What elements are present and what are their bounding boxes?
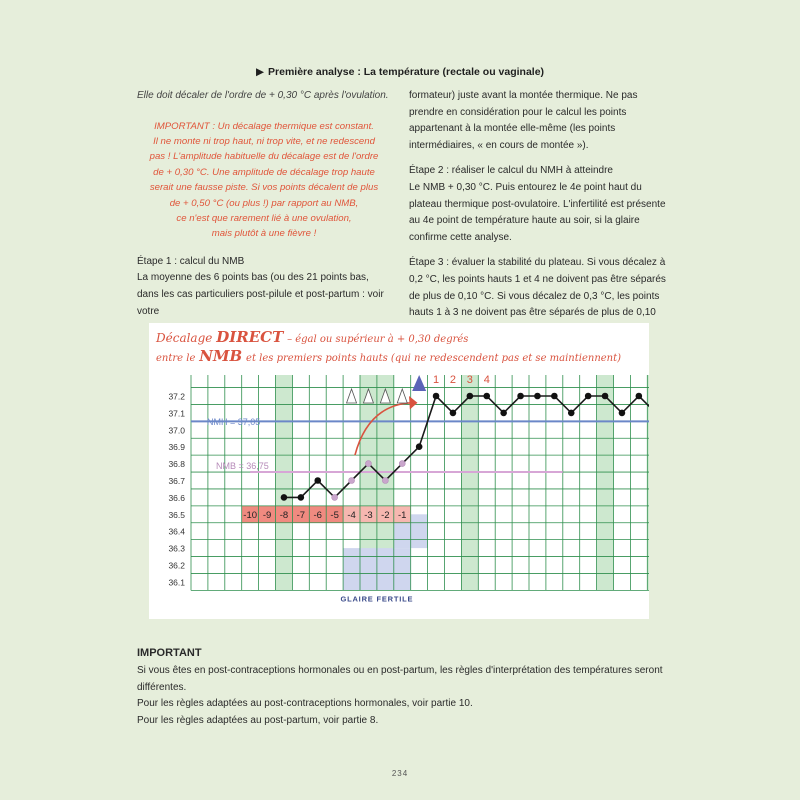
important-heading: IMPORTANT <box>137 647 202 659</box>
y-tick-label: 36.5 <box>168 509 185 520</box>
important-note <box>137 645 677 729</box>
temperature-point <box>281 494 287 500</box>
temperature-point <box>551 393 557 399</box>
warning-line: serait une fausse piste. Si vos points décalent de plus <box>149 182 379 194</box>
temperature-point <box>382 478 388 484</box>
caption-text: entre le <box>156 353 196 364</box>
temperature-point <box>518 393 524 399</box>
countdown-label: -7 <box>296 509 306 521</box>
continued-text: formateur) juste avant la montée thermique. Ne pas prendre en considération pour le calcul les points appartenant à la montée elle-même (les points intermédiaires, « en cours de montée »). <box>409 90 638 151</box>
peak-triangle-icon <box>412 375 426 391</box>
temperature-point <box>636 393 642 399</box>
fertile-mucus-label: GLAIRE FERTILE <box>340 594 414 604</box>
temperature-point <box>416 444 422 450</box>
step3-text: Étape 3 : évaluer la stabilité du plateau. Si vous décalez à 0,2 °C, les points hauts 1 et 4 ne doivent pas être séparés de plus de 0,10 °C. Si vous décalez de 0,3 °C, les points hauts 1 à 3 ne doivent pas être séparés de plus de 0,10 <box>409 257 666 319</box>
warning-line: mais plutôt à une fièvre ! <box>211 228 317 240</box>
section-title-text: Première analyse : La température (rectale ou vaginale) <box>268 66 545 78</box>
countdown-label: -1 <box>398 509 407 521</box>
left-column <box>137 88 391 320</box>
temperature-point <box>585 393 591 399</box>
nmb-label: NMB = 36,75 <box>216 461 269 472</box>
important-line: Pour les règles adaptées au post-partum, voir partie 8. <box>137 714 379 726</box>
countdown-label: -10 <box>243 509 258 521</box>
high-point-number: 2 <box>449 374 457 386</box>
countdown-label: -3 <box>364 509 373 521</box>
countdown-label: -5 <box>330 509 339 521</box>
temperature-chart <box>149 323 649 619</box>
y-tick-label: 37.1 <box>168 408 185 419</box>
countdown-label: -8 <box>279 509 289 521</box>
y-tick-label: 36.1 <box>168 577 185 588</box>
temperature-point <box>484 393 490 399</box>
mucus-triangle-icon <box>397 389 407 403</box>
temperature-point <box>365 461 371 467</box>
green-column-band <box>461 375 478 590</box>
temperature-point <box>467 393 473 399</box>
temperature-point <box>399 461 405 467</box>
intro-text: Elle doit décaler de l'ordre de + 0,30 °C après l'ovulation. <box>137 90 389 101</box>
temperature-point <box>450 410 456 416</box>
warning-line: pas ! L'amplitude habituelle du décalage est de l'ordre <box>149 151 379 163</box>
y-tick-label: 36.8 <box>168 459 185 470</box>
warning-line: Il ne monte ni trop haut, ni trop vite, et ne redescend <box>153 136 375 147</box>
warning-line: IMPORTANT : Un décalage thermique est constant. <box>154 120 374 132</box>
caption-emphasis: DIRECT <box>216 328 284 346</box>
temperature-point <box>501 410 507 416</box>
y-tick-label: 36.2 <box>168 560 185 571</box>
warning-line: ce n'est que rarement lié à une ovulation, <box>176 213 352 225</box>
green-column-band <box>276 375 293 590</box>
high-point-number: 3 <box>466 374 473 386</box>
temperature-point <box>619 410 625 416</box>
step2-title: Étape 2 : réaliser le calcul du NMH à atteindre <box>409 165 613 177</box>
temperature-point <box>602 393 608 399</box>
mucus-triangle-icon <box>347 389 357 403</box>
step1-text: La moyenne des 6 points bas (ou des 21 points bas, dans les cas particuliers post-pilule et post-partum : voir votre <box>137 272 384 317</box>
caption-emphasis: NMB <box>199 347 243 365</box>
step2-text: Le NMB + 0,30 °C. Puis entourez le 4e point haut du plateau thermique post-ovulatoire. L'infertilité est présente au 4e point de température haute au soir, si la glaire confirme cette analyse. <box>409 181 666 243</box>
temperature-chart-figure <box>149 323 649 619</box>
warning-line: de + 0,30 °C. Une amplitude de décalage trop haute <box>153 166 375 178</box>
page-number: 234 <box>391 769 409 778</box>
temperature-point <box>433 393 439 399</box>
countdown-label: -2 <box>381 509 390 521</box>
temperature-point <box>568 410 574 416</box>
high-point-number: 1 <box>432 374 440 386</box>
countdown-label: -9 <box>262 509 272 521</box>
caption-text: et les premiers points hauts (qui ne redescendent pas et se maintiennent) <box>246 353 622 364</box>
caption-text: – égal ou supérieur à + 0,30 degrés <box>287 334 469 345</box>
step1-title: Étape 1 : calcul du NMB <box>137 255 245 267</box>
countdown-label: -6 <box>313 509 322 521</box>
right-column <box>409 88 669 338</box>
section-title <box>0 66 800 78</box>
important-warning <box>137 119 391 242</box>
nmh-label: NMH = 37,05 <box>207 416 261 427</box>
y-tick-label: 36.4 <box>168 526 185 537</box>
temperature-point <box>332 494 338 500</box>
green-column-band <box>597 375 614 590</box>
play-triangle-icon: ▶ <box>255 66 265 78</box>
high-point-number: 4 <box>483 374 490 386</box>
important-line: Pour les règles adaptées au post-contraceptions hormonales, voir partie 10. <box>137 698 473 710</box>
caption-text: Décalage <box>156 331 213 345</box>
y-tick-label: 37.2 <box>168 391 185 402</box>
y-tick-label: 36.3 <box>168 543 185 554</box>
temperature-point <box>315 478 321 484</box>
temperature-point <box>349 478 355 484</box>
shift-arrow-head <box>409 396 417 410</box>
countdown-label: -4 <box>347 509 356 521</box>
y-tick-label: 36.6 <box>168 492 185 503</box>
y-tick-label: 36.7 <box>168 476 185 486</box>
temperature-point <box>298 494 304 500</box>
important-line: Si vous êtes en post-contraceptions hormonales ou en post-partum, les règles d'interprétation des températures seront différentes. <box>137 665 663 693</box>
y-tick-label: 37.0 <box>168 425 185 436</box>
y-tick-label: 36.9 <box>168 442 185 453</box>
warning-line: de + 0,50 °C (ou plus !) par rapport au NMB, <box>169 197 359 209</box>
temperature-point <box>534 393 540 399</box>
